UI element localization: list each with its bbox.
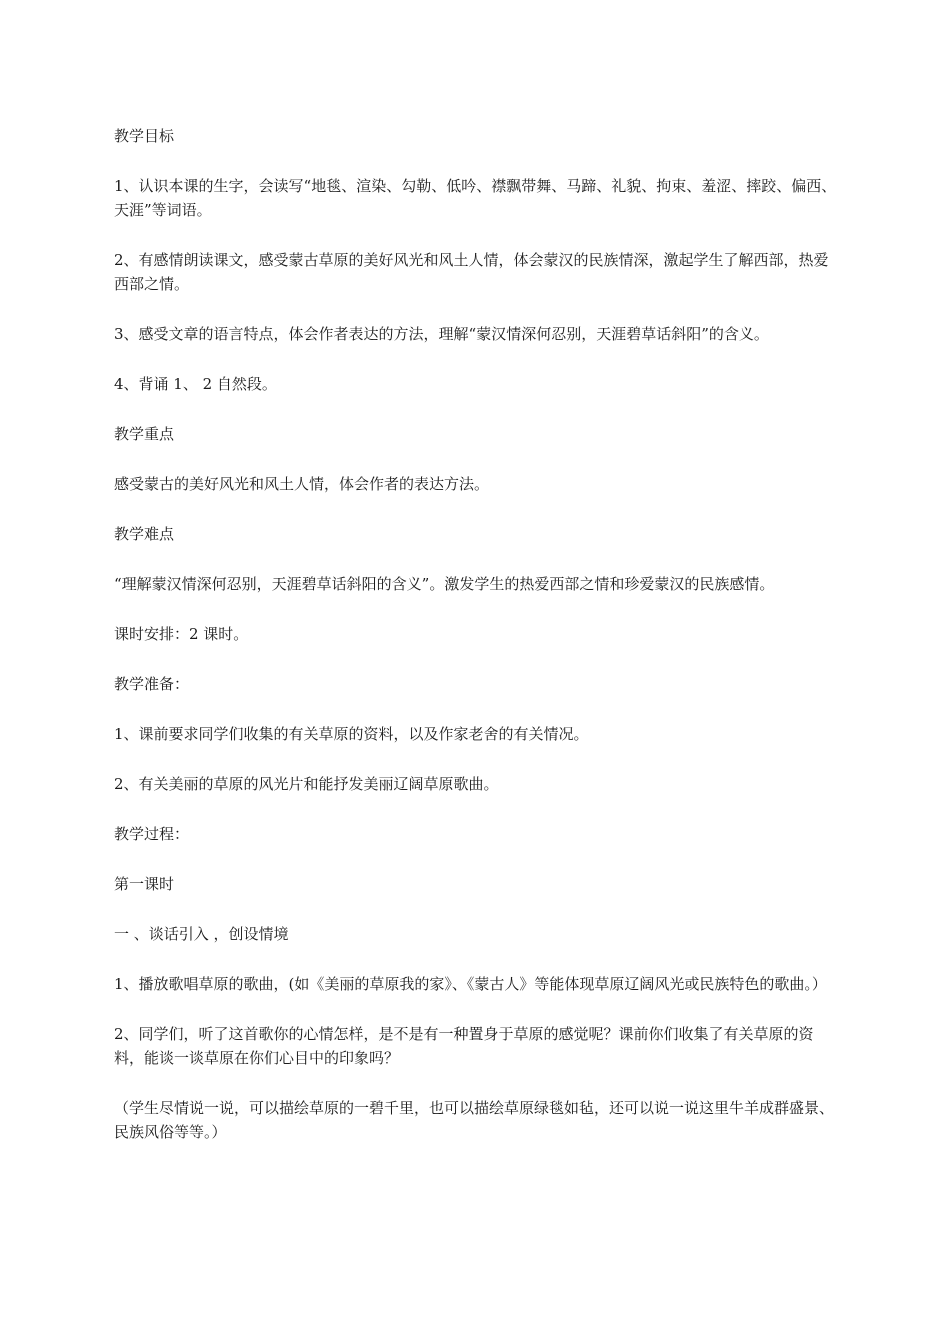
preparation-item-1: 1、课前要求同学们收集的有关草原的资料，以及作家老舍的有关情况。 (114, 725, 589, 743)
section-heading-preparation: 教学准备： (114, 675, 190, 693)
goal-item-4: 4、背诵 1、 2 自然段。 (114, 375, 277, 393)
section-heading-difficulties: 教学难点 (114, 525, 175, 543)
section-heading-teaching-goals: 教学目标 (114, 127, 175, 145)
document-body (114, 124, 842, 1170)
step-heading-intro: 一 、谈话引入 ，创设情境 (114, 925, 289, 943)
section-heading-key-points: 教学重点 (114, 425, 175, 443)
preparation-item-2: 2、有关美丽的草原的风光片和能抒发美丽辽阔草原歌曲。 (114, 775, 499, 793)
goal-item-3: 3、感受文章的语言特点，体会作者表达的方法，理解“蒙汉情深何忍别，天涯碧草话斜阳”的含义。 (114, 325, 769, 343)
difficulties-text: “理解蒙汉情深何忍别，天涯碧草话斜阳的含义”。激发学生的热爱西部之情和珍爱蒙汉的民族感情。 (114, 575, 775, 593)
process-item-2: 2、同学们，听了这首歌你的心情怎样，是不是有一种置身于草原的感觉呢？课前你们收集了有关草原的资料，能谈一谈草原在你们心目中的印象吗？ (114, 1025, 814, 1067)
goal-item-1: 1、认识本课的生字，会读写“地毯、渲染、勾勒、低吟、襟飘带舞、马蹄、礼貌、拘束、羞涩、摔跤、偏西、天涯”等词语。 (114, 177, 837, 219)
section-heading-process: 教学过程： (114, 825, 190, 843)
process-note: （学生尽情说一说，可以描绘草原的一碧千里，也可以描绘草原绿毯如毡，还可以说一说这里牛羊成群盛景、民族风俗等等。） (114, 1099, 835, 1141)
lesson-heading-first: 第一课时 (114, 875, 175, 893)
process-item-1: 1、播放歌唱草原的歌曲，(如《美丽的草原我的家》、《蒙古人》等能体现草原辽阔风光或民族特色的歌曲。） (114, 975, 827, 993)
key-points-text: 感受蒙古的美好风光和风土人情，体会作者的表达方法。 (114, 475, 490, 493)
goal-item-2: 2、有感情朗读课文，感受蒙古草原的美好风光和风土人情，体会蒙汉的民族情深，激起学生了解西部，热爱西部之情。 (114, 251, 829, 293)
schedule-text: 课时安排：2 课时。 (114, 625, 249, 643)
